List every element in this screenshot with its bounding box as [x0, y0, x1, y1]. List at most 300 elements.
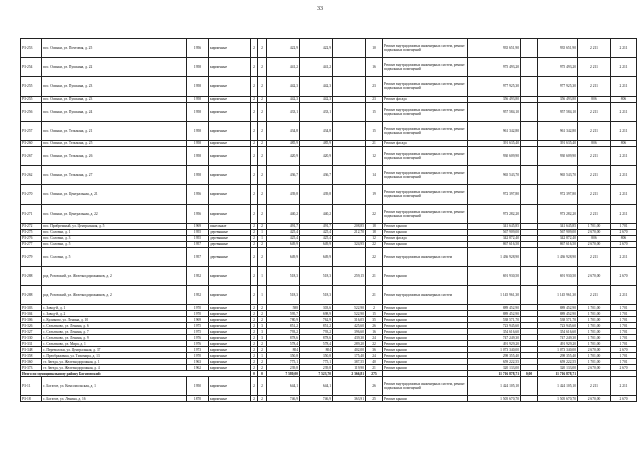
- cell-v4: 2 211: [611, 204, 637, 223]
- cell-v2: 972 397,80: [538, 185, 578, 204]
- cell-v3: 1 701,00: [578, 335, 611, 341]
- cell-cost: 957 584,10: [468, 102, 521, 121]
- cell-year: 1957: [187, 241, 209, 247]
- cell-v3: 2 211: [578, 39, 611, 58]
- cell-wall: кирпичные: [209, 396, 251, 402]
- cell-area-nonres: 396,60: [333, 329, 366, 335]
- cell-address: пос. Осинки, ул. Почтовая, д. 25: [42, 39, 187, 58]
- cell-entr: 2: [258, 359, 267, 365]
- table-row: [21, 166, 637, 185]
- cell-area-total: 649,9: [267, 241, 300, 247]
- cell-residents: 18: [366, 229, 383, 235]
- cell-entr: 2: [258, 223, 267, 229]
- cell-area-total: 649,9: [267, 247, 300, 266]
- cell-v4: 2 211: [611, 39, 637, 58]
- cell-floors: 2: [251, 58, 258, 77]
- cell-area-total: 239,8: [267, 365, 300, 371]
- cell-area-nonres: [333, 166, 366, 185]
- cell-v3: 2 670,00: [578, 347, 611, 353]
- cell-year: 1963: [187, 359, 209, 365]
- cell-year: 1952: [187, 266, 209, 285]
- cell-area-total: 588: [267, 305, 300, 311]
- cell-cost: 972 397,80: [468, 185, 521, 204]
- cell-v2: 930 609,90: [538, 146, 578, 165]
- cell-address: пос. Соловьи, д. 1: [42, 229, 187, 235]
- cell-work: Ремонт внутридомовых инженерных систем: [383, 247, 468, 266]
- cell-entr: 2: [258, 247, 267, 266]
- cell-year: 1958: [187, 58, 209, 77]
- cell-wall: кирпичные: [209, 305, 251, 311]
- cell-floors: 2: [251, 77, 258, 96]
- cell-wall: кирпичные: [209, 166, 251, 185]
- cell-wall: кирпичные: [209, 121, 251, 140]
- cell-v4: 2 211: [611, 166, 637, 185]
- cell-area-total: 350,8: [267, 353, 300, 359]
- cell-residents: 35: [366, 317, 383, 323]
- cell-v4: 806: [611, 96, 637, 102]
- cell-area-nonres: [333, 39, 366, 58]
- cell-cost: 659 222,55: [468, 359, 521, 365]
- cell-id: РЗ-358: [21, 353, 42, 359]
- table-row: [21, 77, 637, 96]
- cell-area-living: 851,2: [300, 323, 333, 329]
- cell-id: РЗ-330: [21, 335, 42, 341]
- cell-v3: 2 211: [578, 204, 611, 223]
- cell-entr: 2: [258, 96, 267, 102]
- cell-id: РЗ-256: [21, 102, 42, 121]
- cell-residents: 24: [366, 335, 383, 341]
- cell-v2: 342 872,40: [538, 235, 578, 241]
- cell-v2: 320 133,00: [538, 365, 578, 371]
- cell-cost: 935 651,90: [468, 39, 521, 58]
- cell-residents: 19: [366, 185, 383, 204]
- table-row: [21, 266, 637, 285]
- cell-wall: деревянные: [209, 229, 251, 235]
- cell-area-total: 442,3: [267, 77, 300, 96]
- cell-work: Ремонт крыши: [383, 353, 468, 359]
- total-e: 2 366,81: [333, 371, 366, 377]
- cell-entr: 2: [258, 77, 267, 96]
- cell-v4: 1 701: [611, 335, 637, 341]
- cell-wall: кирпичные: [209, 335, 251, 341]
- cell-v4: 2 670: [611, 365, 637, 371]
- cell-floors: 2: [251, 140, 258, 146]
- cell-id: РЗ-331: [21, 341, 42, 347]
- cell-entr: 3: [258, 335, 267, 341]
- table-row: [21, 247, 637, 266]
- cell-v1: [521, 286, 538, 305]
- cell-v3: 2 211: [578, 58, 611, 77]
- cell-entr: 2: [258, 121, 267, 140]
- cell-v3: 1 701,00: [578, 353, 611, 359]
- cell-work: Ремонт фасада: [383, 140, 468, 146]
- cell-residents: 16: [366, 329, 383, 335]
- cell-v3: 1 701,00: [578, 323, 611, 329]
- cell-floors: 2: [251, 347, 258, 353]
- cell-v4: 1 701: [611, 353, 637, 359]
- cell-entr: 1: [258, 286, 267, 305]
- cell-id: РЗ-306: [21, 317, 42, 323]
- cell-area-living: 433,1: [300, 102, 333, 121]
- cell-year: 1969: [187, 317, 209, 323]
- cell-work: Ремонт крыши: [383, 396, 468, 402]
- cell-area-nonres: 289,20: [333, 341, 366, 347]
- cell-area-living: 762,9: [300, 317, 333, 323]
- cell-address: пос. Осинки, ул. Тельмана, д. 26: [42, 146, 187, 165]
- cell-residents: 36: [366, 347, 383, 353]
- total-a: 0: [251, 371, 258, 377]
- cell-year: 1976: [187, 335, 209, 341]
- cell-year: 1958: [187, 121, 209, 140]
- cell-v4: 2 211: [611, 185, 637, 204]
- cell-floors: 2: [251, 39, 258, 58]
- cell-v1: [521, 396, 538, 402]
- cell-residents: 24: [366, 353, 383, 359]
- cell-cost: 961 342,80: [468, 121, 521, 140]
- cell-area-nonres: 439,30: [333, 335, 366, 341]
- cell-floors: 2: [251, 241, 258, 247]
- cell-v4: 806: [611, 140, 637, 146]
- cell-id: РЗ-255: [21, 96, 42, 102]
- cell-cost: 341 645,85: [468, 223, 521, 229]
- cell-area-total: 644,1: [267, 377, 300, 396]
- cell-work: Ремонт внутридомовых инженерных систем, ремонт подвальных помещений: [383, 58, 468, 77]
- cell-work: Ремонт внутридомовых инженерных систем, ремонт подвальных помещений: [383, 146, 468, 165]
- cell-id: РЗ-326: [21, 323, 42, 329]
- cell-entr: 2: [258, 396, 267, 402]
- table-row: [21, 185, 637, 204]
- total-d: 7 523,70: [300, 371, 333, 377]
- cell-area-nonres: 175,40: [333, 353, 366, 359]
- cell-address: с. Селытково, ул. Ленина, д. 9: [42, 335, 187, 341]
- cell-v3: 2 670,00: [578, 396, 611, 402]
- cell-area-living: 442,3: [300, 77, 333, 96]
- cell-work: Ремонт крыши: [383, 365, 468, 371]
- table-row: [21, 377, 637, 396]
- cell-floors: 2: [251, 353, 258, 359]
- cell-year: 1955: [187, 235, 209, 241]
- cell-work: Ремонт внутридомовых инженерных систем, ремонт подвальных помещений: [383, 204, 468, 223]
- cell-year: 1970: [187, 305, 209, 311]
- cell-area-living: 350,8: [300, 353, 333, 359]
- cell-wall: деревянные: [209, 247, 251, 266]
- cell-floors: 2: [251, 247, 258, 266]
- cell-v4: 2 670: [611, 396, 637, 402]
- cell-id: РЗ-348: [21, 347, 42, 353]
- cell-v2: 659 222,55: [538, 359, 578, 365]
- cell-v4: 2 211: [611, 286, 637, 305]
- cell-cost: 320 133,00: [468, 365, 521, 371]
- cell-year: 1973: [187, 347, 209, 353]
- cell-year: 1957: [187, 247, 209, 266]
- cell-v3: 2 670,00: [578, 266, 611, 285]
- cell-wall: кирпичные: [209, 96, 251, 102]
- cell-residents: 40: [366, 359, 383, 365]
- cell-address: ст. Звезда, ул. Железнодорожная, д. 4: [42, 365, 187, 371]
- cell-area-living: 420,9: [300, 146, 333, 165]
- cell-area-living: 434,8: [300, 121, 333, 140]
- cell-area-living: 649,9: [300, 247, 333, 266]
- cell-year: 1958: [187, 96, 209, 102]
- cell-area-nonres: 324,95: [333, 241, 366, 247]
- cell-residents: 22: [366, 241, 383, 247]
- cell-cost: 867 616,50: [468, 241, 521, 247]
- cell-wall: кирпичные: [209, 329, 251, 335]
- table-row: [21, 396, 637, 402]
- cell-v3: 2 211: [578, 77, 611, 96]
- cell-address: с. Завод-й, д. 2: [42, 311, 187, 317]
- cell-id: РЗ-257: [21, 121, 42, 140]
- cell-v4: 1 701: [611, 341, 637, 347]
- cell-area-nonres: [333, 121, 366, 140]
- cell-v3: 1 701,00: [578, 329, 611, 335]
- cell-wall: кирпичные: [209, 359, 251, 365]
- cell-area-total: 793,2: [267, 329, 300, 335]
- cell-area-nonres: 522,90: [333, 311, 366, 317]
- cell-wall: кирпичные: [209, 286, 251, 305]
- cell-address: пос. Соловьи, д. 3: [42, 235, 187, 241]
- cell-area-living: 422,9: [300, 39, 333, 58]
- cell-v3: 2 670,00: [578, 241, 611, 247]
- cell-v3: 1 701,00: [578, 359, 611, 365]
- total-c: 7 580,00: [267, 371, 300, 377]
- cell-v4: 2 211: [611, 146, 637, 165]
- cell-work: Ремонт крыши: [383, 311, 468, 317]
- cell-area-total: 434,8: [267, 121, 300, 140]
- cell-area-total: 595,7: [267, 311, 300, 317]
- cell-residents: 15: [366, 102, 383, 121]
- cell-area-total: 422,9: [267, 39, 300, 58]
- cell-cost: 298 355,40: [468, 353, 521, 359]
- cell-address: пос. Соловьи, д. 5: [42, 241, 187, 247]
- cell-floors: 2: [251, 185, 258, 204]
- cell-wall: кирпичные: [209, 341, 251, 347]
- cell-floors: 2: [251, 235, 258, 241]
- cell-area-living: 436,7: [300, 166, 333, 185]
- cell-area-nonres: [333, 146, 366, 165]
- cell-work: Ремонт крыши: [383, 317, 468, 323]
- cell-work: Ремонт крыши: [383, 241, 468, 247]
- cell-cost: 342 872,40: [468, 235, 521, 241]
- cell-area-living: 439,8: [300, 185, 333, 204]
- cell-work: Ремонт внутридомовых инженерных систем, ремонт подвальных помещений: [383, 39, 468, 58]
- cell-area-living: 878,6: [300, 335, 333, 341]
- cell-v2: 356 493,80: [538, 96, 578, 102]
- cell-entr: 3: [258, 323, 267, 329]
- cell-area-total: 775,1: [267, 359, 300, 365]
- cell-v3: 1 701,00: [578, 317, 611, 323]
- cell-area-living: 425,4: [300, 229, 333, 235]
- cell-residents: 26: [366, 323, 383, 329]
- cell-id: РЗ-303: [21, 305, 42, 311]
- cell-area-living: 518,3: [300, 286, 333, 305]
- cell-wall: кирпичные: [209, 140, 251, 146]
- cell-entr: 3: [258, 329, 267, 335]
- cell-v4: 1 701: [611, 317, 637, 323]
- cell-v3: 2 211: [578, 377, 611, 396]
- table-row: [21, 121, 637, 140]
- cell-floors: 2: [251, 359, 258, 365]
- cell-address: с. Селытково, ул. Ленина, д. 7: [42, 329, 187, 335]
- cell-work: Ремонт крыши: [383, 223, 468, 229]
- cell-entr: 1: [258, 235, 267, 241]
- cell-id: РЗ-304: [21, 311, 42, 317]
- cell-year: 1956: [187, 39, 209, 58]
- cell-v2: 538 571,70: [538, 317, 578, 323]
- cell-area-nonres: [333, 58, 366, 77]
- cell-v3: 1 701,00: [578, 223, 611, 229]
- cell-v2: 961 342,80: [538, 121, 578, 140]
- cell-area-total: 441,2: [267, 58, 300, 77]
- cell-cost: 1 505 670,70: [468, 396, 521, 402]
- cell-residents: 2: [366, 305, 383, 311]
- cell-area-living: 775,1: [300, 359, 333, 365]
- cell-v3: 806: [578, 235, 611, 241]
- cell-residents: 15: [366, 121, 383, 140]
- cell-wall: кирпичные: [209, 185, 251, 204]
- cell-v1: [521, 247, 538, 266]
- cell-address: с. Богатое, ул. Ленина, д. 16: [42, 396, 187, 402]
- cell-id: РЗ-360: [21, 359, 42, 365]
- cell-id: РЗ-272: [21, 223, 42, 229]
- cell-area-total: 442,3: [267, 96, 300, 102]
- cell-area-total: 804: [267, 347, 300, 353]
- cell-area-total: 433,1: [267, 102, 300, 121]
- cell-v3: 1 701,00: [578, 311, 611, 317]
- cell-work: Ремонт крыши: [383, 359, 468, 365]
- cell-cost: 354 616,60: [468, 329, 521, 335]
- cell-entr: 2: [258, 140, 267, 146]
- cell-address: ст. Звезда, ул. Железнодорожная, д. 1: [42, 359, 187, 365]
- cell-residents: 21: [366, 140, 383, 146]
- cell-v3: 806: [578, 140, 611, 146]
- cell-v4: 1 701: [611, 323, 637, 329]
- cell-area-nonres: 316,05: [333, 317, 366, 323]
- cell-wall: кирпичные: [209, 311, 251, 317]
- cell-v2: 1 145 961,30: [538, 286, 578, 305]
- cell-v4: 806: [611, 235, 637, 241]
- cell-area-total: 746,9: [267, 396, 300, 402]
- table-row: [21, 58, 637, 77]
- cell-wall: кирпичные: [209, 58, 251, 77]
- table-row: [21, 39, 637, 58]
- cell-work: Ремонт крыши: [383, 335, 468, 341]
- cell-area-living: 239,8: [300, 365, 333, 371]
- cell-area-living: 746,9: [300, 396, 333, 402]
- cell-area-living: 804: [300, 347, 333, 353]
- cell-area-total: 440,2: [267, 204, 300, 223]
- cell-wall: кирпичные: [209, 347, 251, 353]
- cell-cost: 567 909,00: [468, 229, 521, 235]
- cell-floors: 2: [251, 166, 258, 185]
- cell-wall: кирпичные: [209, 77, 251, 96]
- cell-work: Ремонт крыши: [383, 329, 468, 335]
- cell-area-total: 578,4: [267, 341, 300, 347]
- cell-area-living: 644,1: [300, 377, 333, 396]
- cell-floors: 2: [251, 121, 258, 140]
- cell-address: с. Переволоки, ул. Центральная, д. 37: [42, 347, 187, 353]
- cell-area-total: 851,2: [267, 323, 300, 329]
- cell-work: Ремонт внутридомовых инженерных систем, ремонт подвальных помещений: [383, 185, 468, 204]
- cell-work: Ремонт внутридомовых инженерных систем, ремонт подвальных помещений: [383, 121, 468, 140]
- cell-id: РЗ-18: [21, 396, 42, 402]
- cell-v3: 2 211: [578, 146, 611, 165]
- cell-entr: 2: [258, 347, 267, 353]
- cell-v1: [521, 146, 538, 165]
- cell-entr: 2: [258, 305, 267, 311]
- cell-cost: 356 493,80: [468, 96, 521, 102]
- cell-floors: 2: [251, 223, 258, 229]
- cell-residents: 21: [366, 365, 383, 371]
- total-f: 275: [366, 371, 383, 377]
- cell-area-total: 425,4: [267, 229, 300, 235]
- cell-v2: 1 073 340,00: [538, 347, 578, 353]
- cell-wall: кирпичные: [209, 266, 251, 285]
- cell-entr: 1: [258, 266, 267, 285]
- total-v2: 11 716 878,71: [538, 371, 578, 377]
- cell-area-total: 436,7: [267, 166, 300, 185]
- cell-v2: 935 651,90: [538, 39, 578, 58]
- cell-address: пос. Осинки, ул. Пушкина, д. 22: [42, 58, 187, 77]
- cell-v1: [521, 204, 538, 223]
- cell-work: Ремонт фасада: [383, 96, 468, 102]
- cell-residents: 23: [366, 77, 383, 96]
- cell-wall: кирпичные: [209, 146, 251, 165]
- cell-v4: 2 670: [611, 347, 637, 353]
- cell-v3: 2 211: [578, 185, 611, 204]
- cell-v3: 2 211: [578, 286, 611, 305]
- cell-year: 1956: [187, 204, 209, 223]
- cell-entr: 2: [258, 241, 267, 247]
- cell-area-total: 518,3: [267, 286, 300, 305]
- cell-area-total: 420,9: [267, 146, 300, 165]
- cell-cost: 491 929,20: [468, 341, 521, 347]
- cell-wall: кирпичные: [209, 317, 251, 323]
- cell-cost: 1 145 961,30: [468, 286, 521, 305]
- cell-entr: 1: [258, 353, 267, 359]
- cell-work: Ремонт крыши: [383, 347, 468, 353]
- cell-residents: 26: [366, 377, 383, 396]
- cell-address: пос. Осинки, ул. Пушкина, д. 24: [42, 102, 187, 121]
- cell-floors: 2: [251, 365, 258, 371]
- cell-address: пос. Осинки, ул. Пушкина, д. 23: [42, 77, 187, 96]
- cell-id: РЗ-260: [21, 140, 42, 146]
- cell-cost: 889 452,90: [468, 305, 521, 311]
- cell-area-living: 440,2: [300, 204, 333, 223]
- cell-year: 1952: [187, 286, 209, 305]
- cell-area-living: 425,4: [300, 235, 333, 241]
- cell-v4: 2 211: [611, 58, 637, 77]
- cell-area-nonres: 208,85: [333, 223, 366, 229]
- cell-year: 1970: [187, 311, 209, 317]
- cell-v3: 2 211: [578, 247, 611, 266]
- cell-year: 1958: [187, 146, 209, 165]
- cell-area-total: 485,9: [267, 140, 300, 146]
- cell-year: 1958: [187, 140, 209, 146]
- cell-floors: 2: [251, 229, 258, 235]
- cell-wall: кирпичные: [209, 365, 251, 371]
- cell-address: с. Преображенка, ул. Тихомира, д. 13: [42, 353, 187, 359]
- table-row: [21, 102, 637, 121]
- cell-cost: 747 249,30: [468, 335, 521, 341]
- cell-area-nonres: [333, 377, 366, 396]
- cell-residents: 12: [366, 235, 383, 241]
- cell-v1: [521, 58, 538, 77]
- cell-area-living: 518,3: [300, 266, 333, 285]
- cell-floors: 2: [251, 396, 258, 402]
- cell-v2: 975 493,20: [538, 58, 578, 77]
- cell-v4: 1 701: [611, 359, 637, 365]
